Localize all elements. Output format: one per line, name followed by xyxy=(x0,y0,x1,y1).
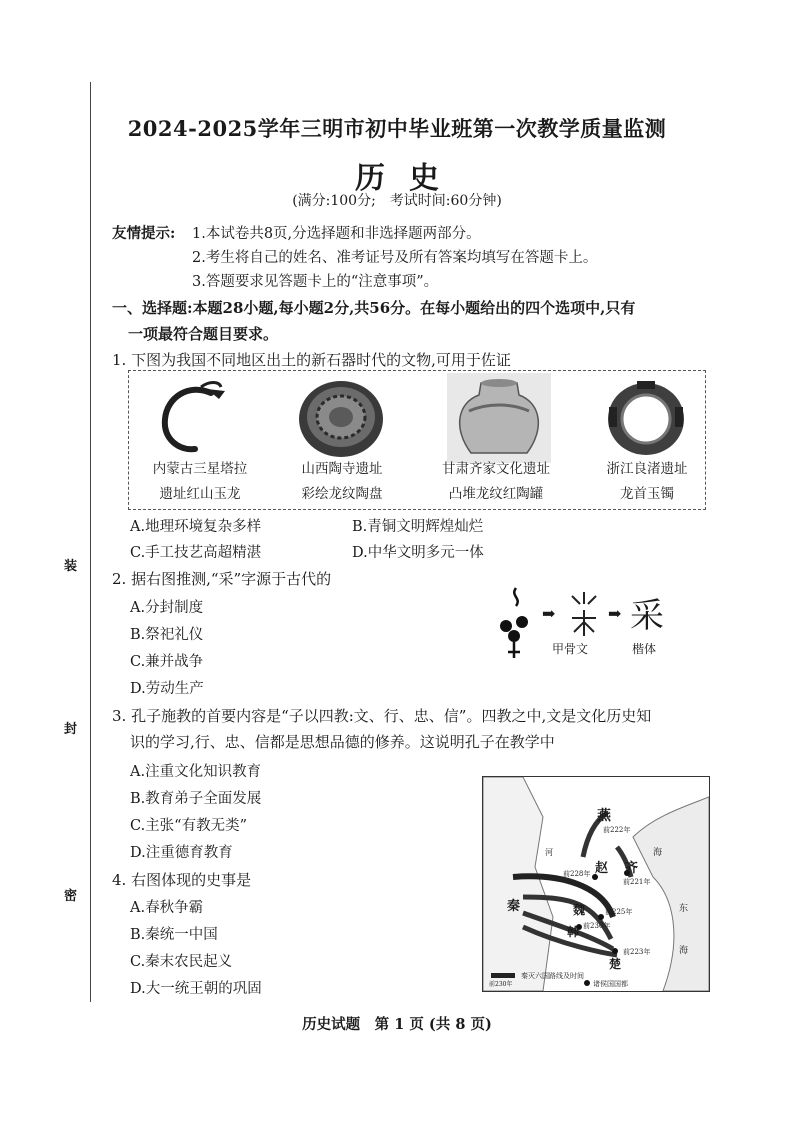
q1-option-b: B.青铜文明辉煌灿烂 xyxy=(352,519,484,535)
q3-option-b: B.教育弟子全面发展 xyxy=(130,791,262,807)
tips-label: 友情提示: xyxy=(112,225,176,242)
q1-option-c: C.手工技艺高超精湛 xyxy=(130,545,262,561)
arrow-icon: ➡ xyxy=(542,604,556,623)
q4-stem: 4. 右图体现的史事是 xyxy=(112,871,252,889)
map-water-label: 海 xyxy=(653,848,663,858)
painted-pottery-plate-image xyxy=(293,377,389,459)
map-label-yan: 燕 xyxy=(597,808,611,824)
map-year: 前221年 xyxy=(623,878,651,886)
exam-title: 2024-2025学年三明市初中毕业班第一次教学质量监测 xyxy=(127,116,667,141)
q1-stem: 1. 下图为我国不同地区出土的新石器时代的文物,可用于佐证 xyxy=(112,351,511,369)
tip-item: 1.本试卷共8页,分选择题和非选择题两部分。 xyxy=(192,226,481,242)
map-water-label: 东 xyxy=(679,904,689,914)
jade-dragon-image xyxy=(149,379,249,457)
map-water-label: 海 xyxy=(679,946,689,956)
map-year: 前230年 xyxy=(583,922,611,930)
tip-item: 2.考生将自己的姓名、准考证号及所有答案均填写在答题卡上。 xyxy=(192,250,598,266)
map-label-qin: 秦 xyxy=(507,899,521,914)
label-regular-script: 楷体 xyxy=(632,642,657,656)
q3-stem-cont: 识的学习,行、忠、信都是思想品德的修养。这说明孔子在教学中 xyxy=(130,733,555,751)
q3-option-c: C.主张“有教无类” xyxy=(130,818,248,834)
binding-mark-feng: 封 xyxy=(64,722,78,737)
oracle-bone-glyph-icon xyxy=(564,588,604,640)
scoring-info: (满分:100分; 考试时间:60分钟) xyxy=(292,193,502,209)
artifact-caption: 浙江良渚遗址 龙首玉镯 xyxy=(606,461,688,502)
section-heading-cont: 一项最符合题目要求。 xyxy=(128,325,279,343)
map-label-qi: 齐 xyxy=(625,861,639,876)
q4-option-a: A.春秋争霸 xyxy=(130,900,204,916)
subject-title: 历史 xyxy=(355,161,463,196)
q3-option-a: A.注重文化知识教育 xyxy=(130,764,262,780)
map-year: 前225年 xyxy=(605,908,633,916)
pottery-jar-image xyxy=(447,373,551,463)
map-legend-capital: 诸侯国国都 xyxy=(593,980,628,988)
q1-option-a: A.地理环境复杂多样 xyxy=(130,519,262,535)
regular-script-glyph: 采 xyxy=(630,596,664,636)
jade-bracelet-image xyxy=(601,377,691,459)
q3-option-d: D.注重德育教育 xyxy=(130,845,233,861)
q1-option-d: D.中华文明多元一体 xyxy=(352,545,484,561)
map-drawing xyxy=(483,777,709,991)
q2-stem: 2. 据右图推测,“采”字源于古代的 xyxy=(112,570,332,588)
q3-stem: 3. 孔子施教的首要内容是“子以四教:文、行、忠、信”。四教之中,文是文化历史知 xyxy=(112,707,652,725)
qin-unification-map xyxy=(482,776,710,992)
q2-character-figure xyxy=(492,582,702,662)
map-label-chu: 楚 xyxy=(609,957,622,971)
section-heading: 一、选择题:本题28小题,每小题2分,共56分。在每小题给出的四个选项中,只有 xyxy=(112,299,636,317)
q4-option-d: D.大一统王朝的巩固 xyxy=(130,981,262,997)
q2-option-a: A.分封制度 xyxy=(130,600,204,616)
label-oracle-bone: 甲骨文 xyxy=(552,642,589,656)
arrow-icon: ➡ xyxy=(608,604,622,623)
map-legend-route: 秦灭六国路线及时间 xyxy=(521,972,584,980)
map-water-label: 河 xyxy=(545,848,553,857)
artifact-caption: 山西陶寺遗址 彩绘龙纹陶盘 xyxy=(301,461,383,502)
artifact-caption: 内蒙古三星塔拉 遗址红山玉龙 xyxy=(152,461,248,502)
q1-artifact-panel xyxy=(128,370,706,510)
binding-mark-zhuang: 装 xyxy=(64,559,78,574)
binding-mark-mi: 密 xyxy=(64,889,78,904)
pictograph-icon xyxy=(492,582,540,660)
map-year: 前223年 xyxy=(623,948,651,956)
artifact-caption: 甘肃齐家文化遗址 凸堆龙纹红陶罐 xyxy=(442,461,550,502)
binding-line xyxy=(90,82,91,1002)
map-year: 前222年 xyxy=(603,826,631,834)
q2-option-d: D.劳动生产 xyxy=(130,681,204,697)
q4-option-b: B.秦统一中国 xyxy=(130,927,218,943)
q4-option-c: C.秦末农民起义 xyxy=(130,954,233,970)
map-label-han: 韩 xyxy=(567,925,580,939)
page-footer: 历史试题 第 1 页 (共 8 页) xyxy=(302,1016,492,1033)
map-year: 前228年 xyxy=(563,870,591,878)
map-label-zhao: 赵 xyxy=(595,861,609,876)
q2-option-b: B.祭祀礼仪 xyxy=(130,627,204,643)
map-label-wei: 魏 xyxy=(573,903,586,917)
tip-item: 3.答题要求见答题卡上的“注意事项”。 xyxy=(192,274,439,290)
q2-option-c: C.兼并战争 xyxy=(130,654,204,670)
map-legend-year: 前230年 xyxy=(489,981,513,988)
